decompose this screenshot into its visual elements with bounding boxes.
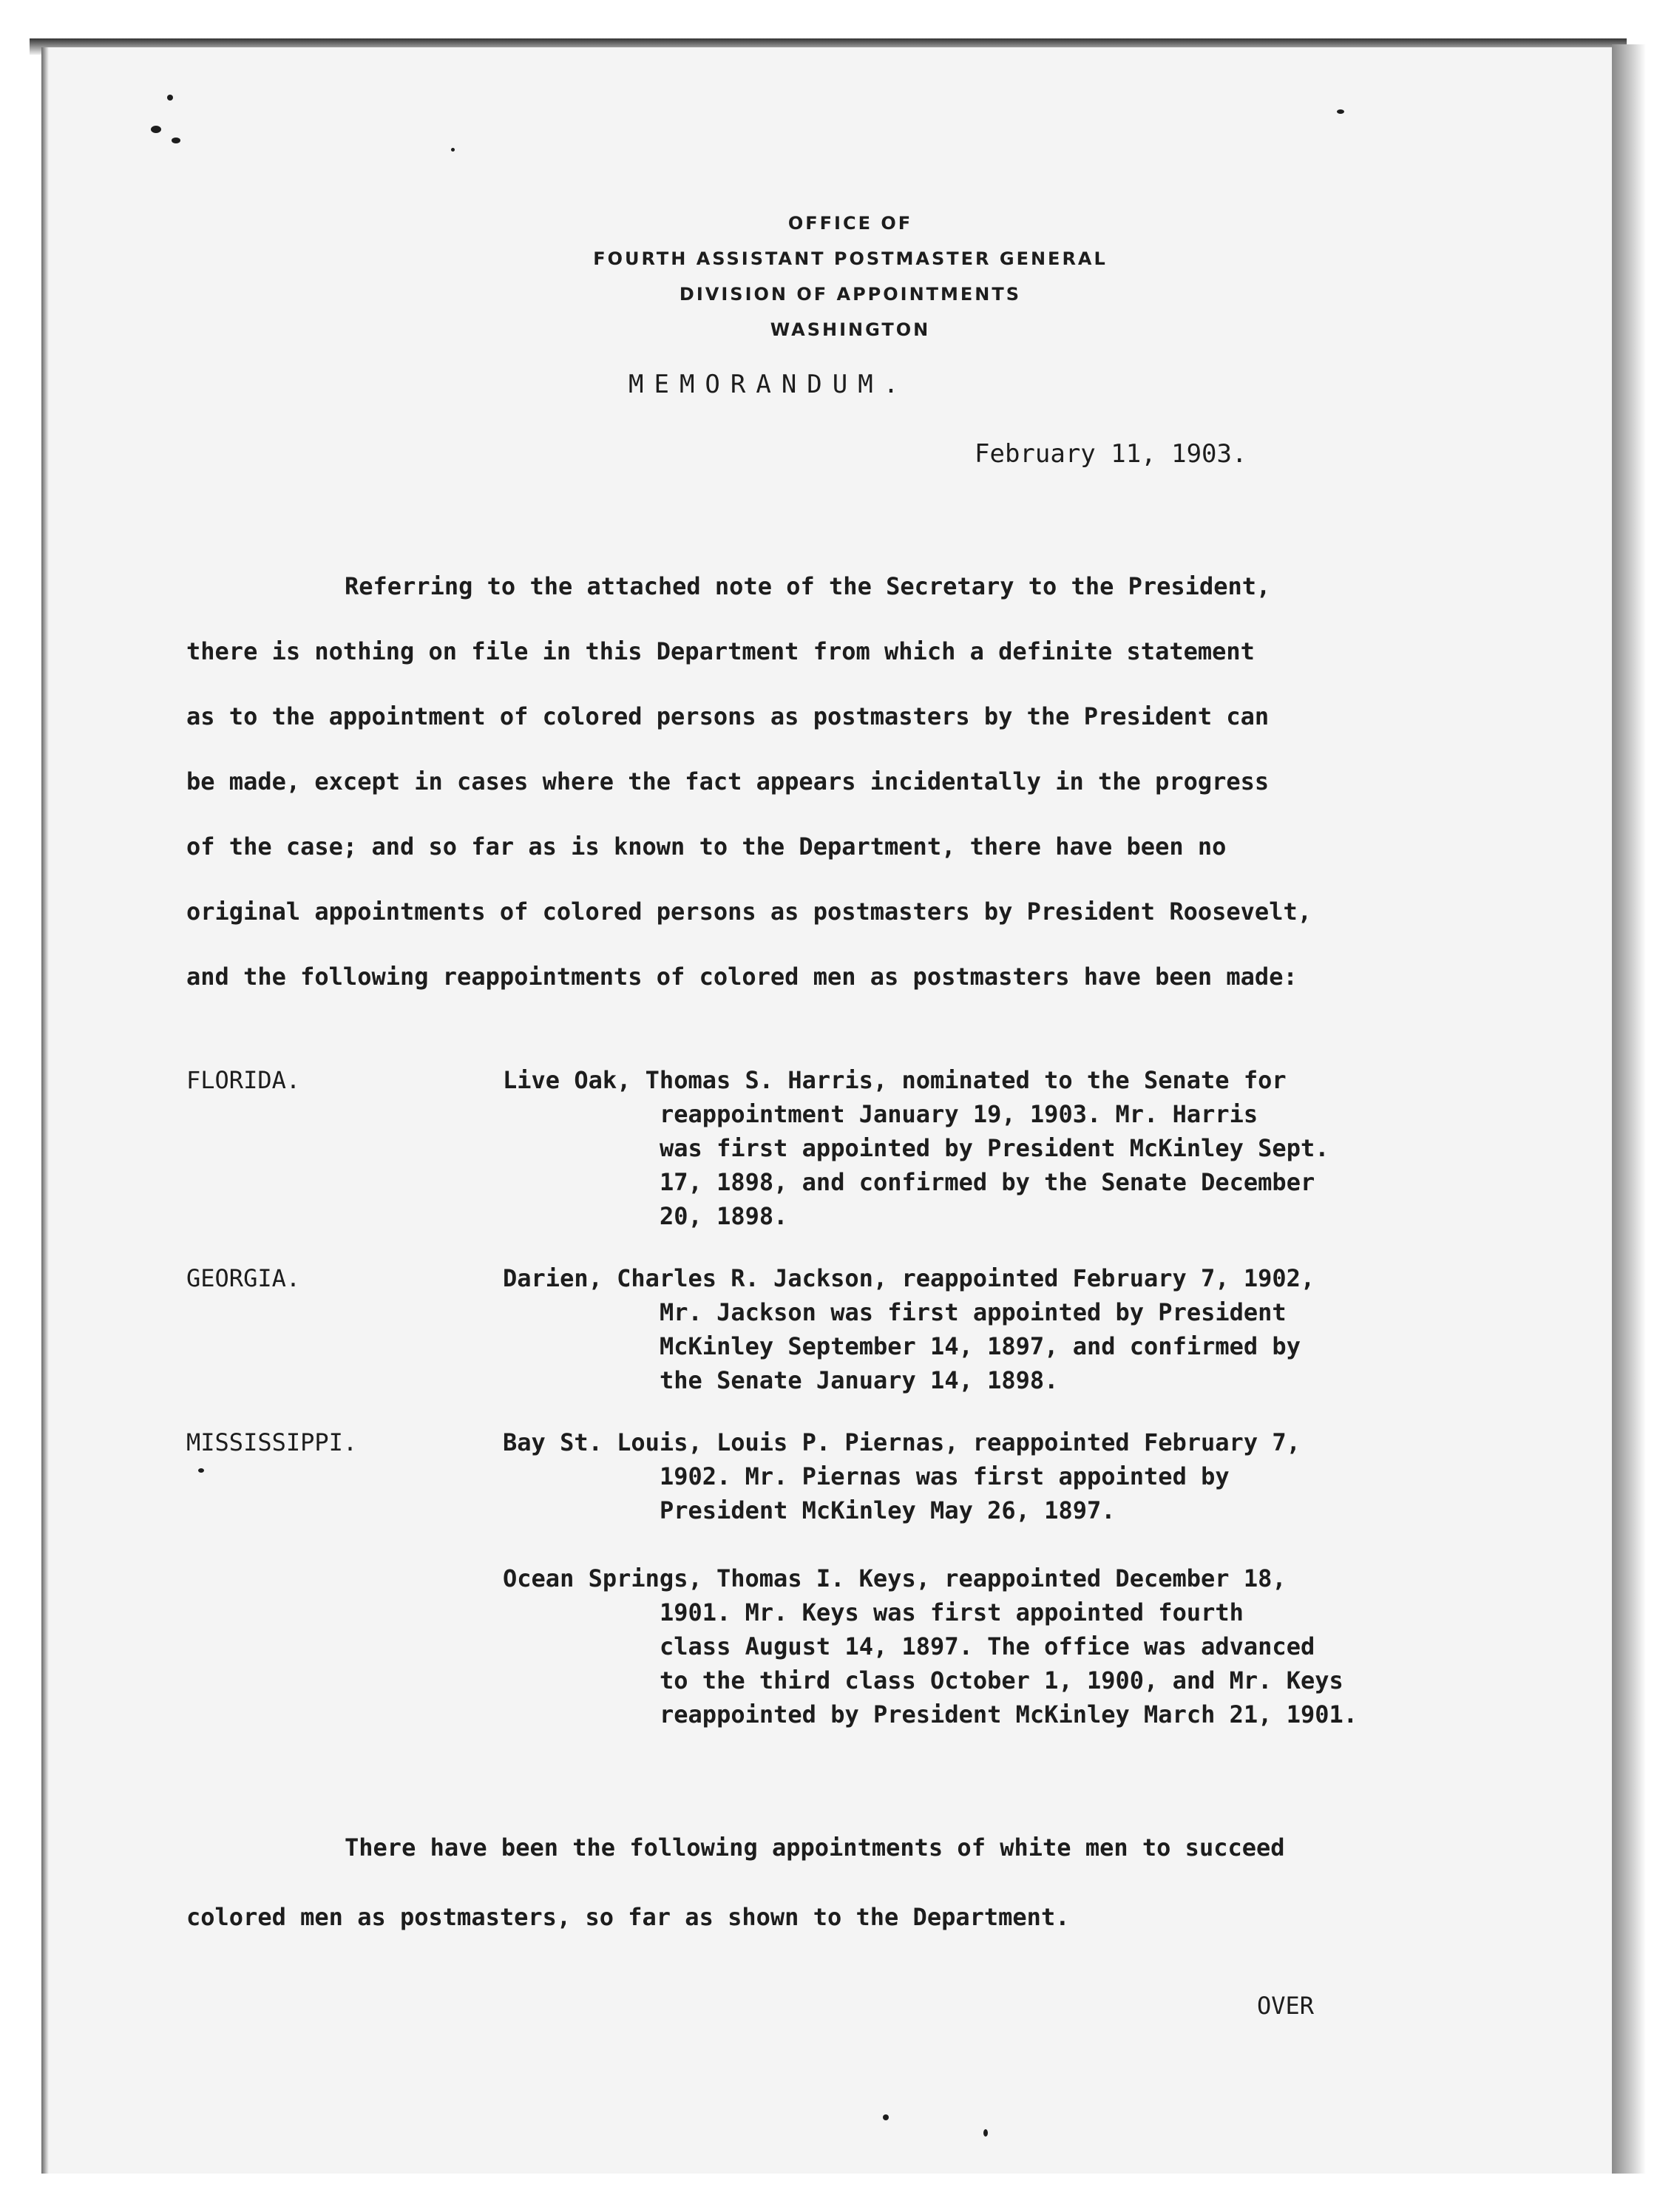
entry-line: McKinley September 14, 1897, and confirmed by xyxy=(660,1332,1301,1360)
entry-line: reappointment January 19, 1903. Mr. Harris xyxy=(660,1100,1258,1128)
entry-line: Live Oak, Thomas S. Harris, nominated to the Senate for xyxy=(503,1066,1287,1094)
entry-line: the Senate January 14, 1898. xyxy=(660,1366,1059,1394)
letterhead-office: OFFICE OF xyxy=(787,213,913,234)
state-label-florida: FLORIDA. xyxy=(186,1066,301,1094)
entry-georgia xyxy=(503,1261,1315,1397)
entry-line: reappointed by President McKinley March 21, 1901. xyxy=(660,1700,1358,1728)
paragraph-line: there is nothing on file in this Department from which a definite statement xyxy=(186,637,1255,665)
entry-line: was first appointed by President McKinley Sept. xyxy=(660,1134,1329,1162)
paragraph-line: original appointments of colored persons as postmasters by President Roosevelt, xyxy=(186,898,1312,926)
scan-shadow-left xyxy=(41,47,49,2174)
paragraph-line: There have been the following appointments of white men to succeed xyxy=(345,1833,1285,1862)
scan-speck xyxy=(167,95,173,101)
paragraph-line: colored men as postmasters, so far as shown to the Department. xyxy=(186,1903,1070,1931)
paragraph-line: be made, except in cases where the fact appears incidentally in the progress xyxy=(186,767,1270,795)
entry-line: 20, 1898. xyxy=(660,1202,788,1230)
scan-speck xyxy=(1337,109,1344,114)
paragraph-line: of the case; and so far as is known to the Department, there have been no xyxy=(186,832,1227,861)
paragraph-line: Referring to the attached note of the Secretary to the President, xyxy=(345,572,1271,600)
letterhead-title: FOURTH ASSISTANT POSTMASTER GENERAL xyxy=(593,248,1108,269)
entry-line: 17, 1898, and confirmed by the Senate December xyxy=(660,1168,1315,1196)
entry-line: to the third class October 1, 1900, and Mr. Keys xyxy=(660,1666,1343,1694)
letterhead xyxy=(444,206,1257,347)
over-footer: OVER xyxy=(1257,1992,1315,2020)
scan-speck xyxy=(883,2114,889,2120)
entry-line: class August 14, 1897. The office was advanced xyxy=(660,1632,1315,1660)
letterhead-division: DIVISION OF APPOINTMENTS xyxy=(679,284,1022,305)
scan-speck xyxy=(172,138,180,143)
paragraph-line: and the following reappointments of colored men as postmasters have been made: xyxy=(186,963,1298,991)
scan-speck xyxy=(198,1468,204,1473)
entry-line: President McKinley May 26, 1897. xyxy=(660,1496,1116,1524)
entry-line: Bay St. Louis, Louis P. Piernas, reappointed February 7, xyxy=(503,1428,1301,1456)
memo-date: February 11, 1903. xyxy=(975,439,1247,469)
state-label-georgia: GEORGIA. xyxy=(186,1264,301,1292)
entry-line: 1902. Mr. Piernas was first appointed by xyxy=(660,1462,1230,1490)
memo-title: MEMORANDUM. xyxy=(628,370,909,399)
scan-shadow-right xyxy=(1612,44,1646,2174)
state-label-mississippi: MISSISSIPPI. xyxy=(186,1428,358,1456)
entry-line: 1901. Mr. Keys was first appointed fourth xyxy=(660,1598,1244,1626)
scan-speck xyxy=(983,2129,988,2137)
entry-mississippi-ocean-springs xyxy=(503,1561,1358,1731)
scan-speck xyxy=(151,126,161,133)
scan-speck xyxy=(451,148,455,152)
entry-mississippi-bay-st-louis xyxy=(503,1425,1301,1527)
entry-florida xyxy=(503,1063,1329,1233)
letterhead-city: WASHINGTON xyxy=(770,319,931,340)
paragraph-line: as to the appointment of colored persons as postmasters by the President can xyxy=(186,702,1270,730)
entry-line: Mr. Jackson was first appointed by President xyxy=(660,1298,1287,1326)
entry-line: Ocean Springs, Thomas I. Keys, reappointed December 18, xyxy=(503,1564,1287,1592)
entry-line: Darien, Charles R. Jackson, reappointed February 7, 1902, xyxy=(503,1264,1315,1292)
